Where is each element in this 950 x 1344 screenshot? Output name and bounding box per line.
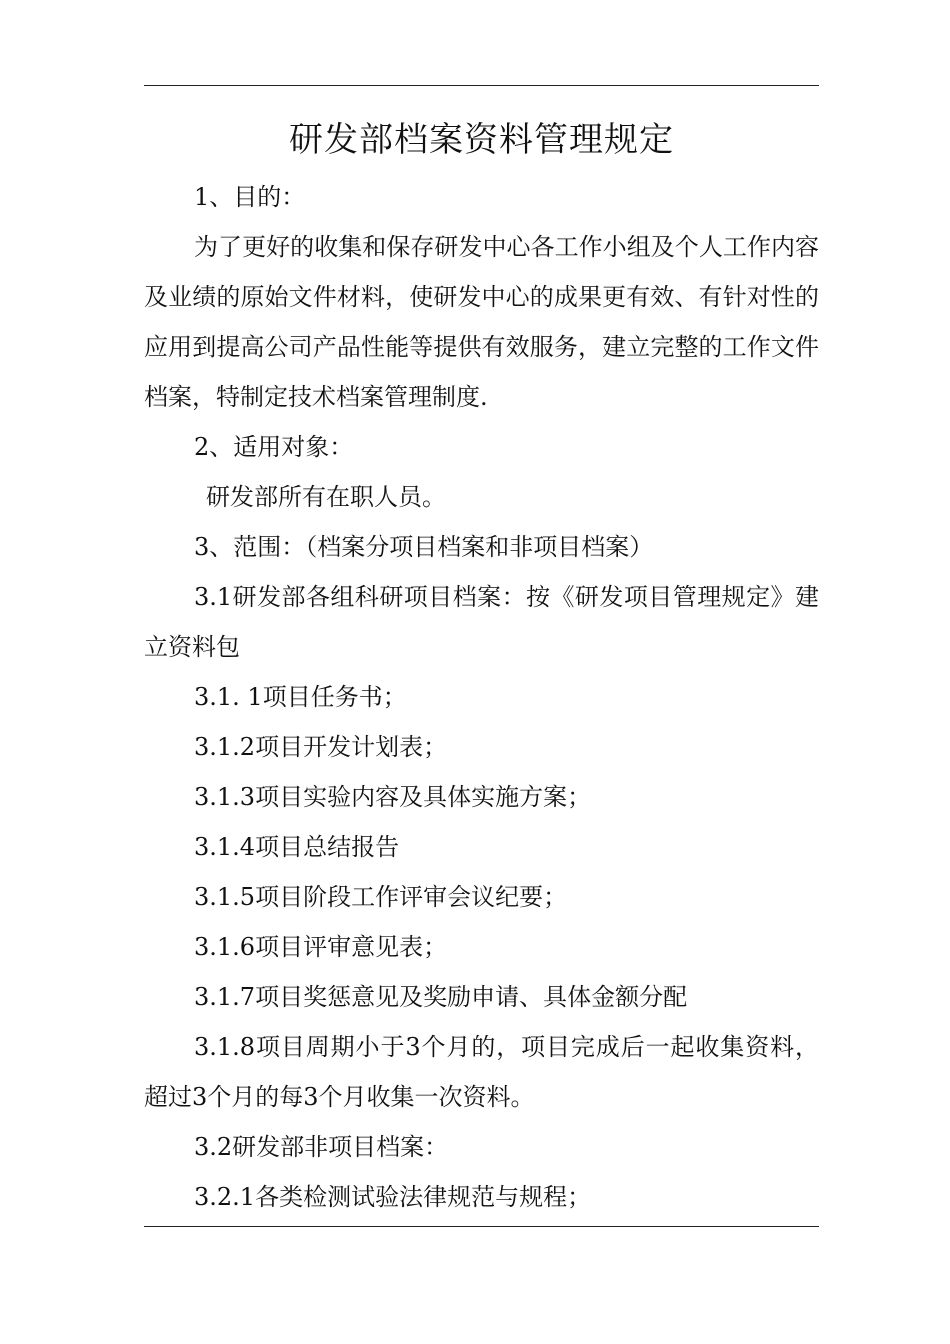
section-heading-scope-of-application: 2、适用对象： (194, 433, 354, 461)
list-item: 3.1.3项目实验内容及具体实施方案； (194, 783, 592, 811)
purpose-paragraph: 为了更好的收集和保存研发中心各工作小组及个人工作内容及业绩的原始文件材料，使研发中心的成果更有效、有针对性的应用到提高公司产品性能等提供有效服务，建立完整的工作文件档案，特制定技术档案管理制度. (144, 233, 819, 411)
list-item: 3.1.7项目奖惩意见及奖励申请、具体金额分配 (194, 983, 688, 1011)
document-title: 研发部档案资料管理规定 (289, 120, 674, 160)
footer-rule (144, 1226, 819, 1227)
list-item: 3.1.8项目周期小于3个月的，项目完成后一起收集资料，超过3个月的每3个月收集一次资料。 (144, 1033, 819, 1111)
applicable-personnel: 研发部所有在职人员。 (206, 483, 446, 511)
project-archive-heading: 3.1研发部各组科研项目档案：按《研发项目管理规定》建立资料包 (144, 583, 819, 661)
header-rule (144, 85, 819, 86)
list-item: 3.1. 1项目任务书； (194, 683, 407, 711)
non-project-archive-heading: 3.2研发部非项目档案： (194, 1133, 449, 1161)
section-heading-purpose: 1、目的： (194, 183, 306, 211)
list-item: 3.1.6项目评审意见表； (194, 933, 448, 961)
list-item: 3.1.4项目总结报告 (194, 833, 400, 861)
document-body (144, 112, 819, 1222)
list-item: 3.1.5项目阶段工作评审会议纪要； (194, 883, 568, 911)
section-heading-range: 3、范围：（档案分项目档案和非项目档案） (194, 533, 654, 561)
list-item: 3.2.1各类检测试验法律规范与规程； (194, 1183, 592, 1211)
list-item: 3.1.2项目开发计划表； (194, 733, 448, 761)
